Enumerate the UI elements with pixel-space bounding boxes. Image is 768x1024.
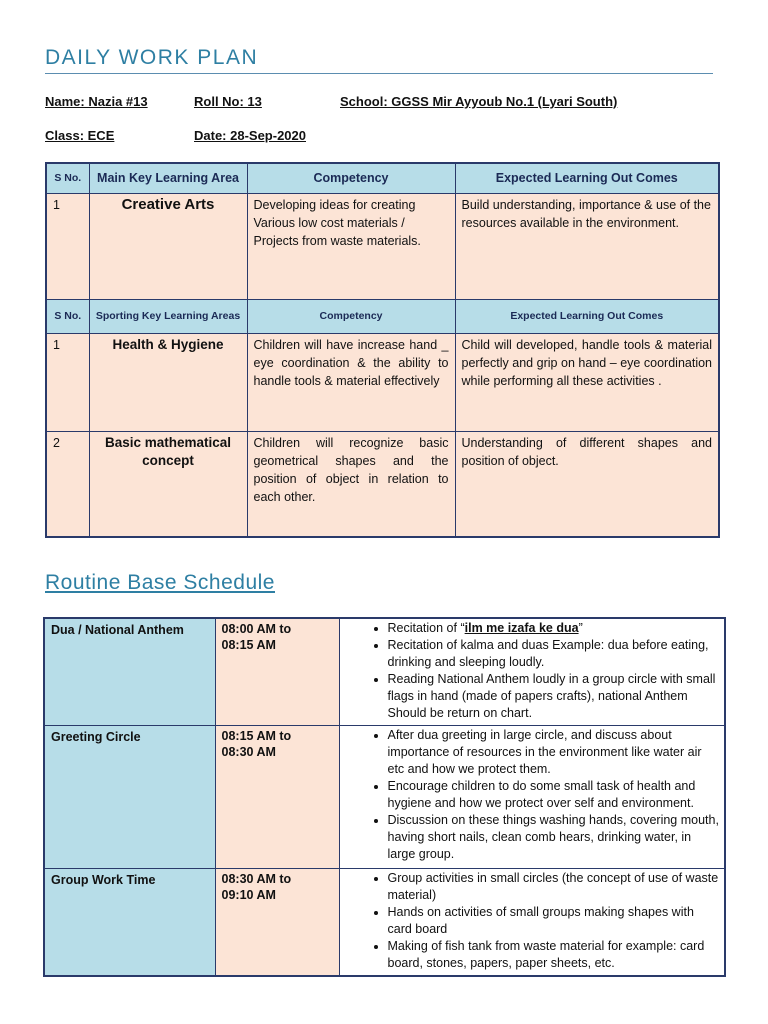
- row-area: Creative Arts: [89, 193, 247, 299]
- row-outcome: Child will developed, handle tools & material perfectly and grip on hand – eye coordination while performing all these activities .: [455, 333, 719, 431]
- routine-details: [339, 868, 725, 976]
- bullet-list: [340, 727, 721, 863]
- plan-subheader-row: [46, 299, 719, 333]
- class-name: Class: ECE: [45, 128, 115, 143]
- header-main-area: Main Key Learning Area: [89, 163, 247, 193]
- list-item: • Recitation of kalma and duas Example: dua before eating, drinking and sleeping loudly.: [388, 637, 721, 671]
- time-start: 08:00 AM to: [221, 622, 292, 636]
- table-row: [44, 725, 725, 868]
- header-competency: Competency: [247, 163, 455, 193]
- routine-details: [339, 725, 725, 868]
- row-competency: Developing ideas for creating Various low cost materials / Projects from waste materials.: [247, 193, 455, 299]
- table-row: [46, 431, 719, 537]
- routine-details: [339, 618, 725, 725]
- time-end: 08:15 AM: [221, 638, 276, 652]
- row-competency: Children will have increase hand _ eye coordination & the ability to handle tools & material effectively: [247, 333, 455, 431]
- table-row: [44, 868, 725, 976]
- list-item: • Discussion on these things washing hands, covering mouth, having short nails, clean comb hears, drinking water, in large group.: [388, 812, 721, 863]
- subheader-outcomes: Expected Learning Out Comes: [455, 299, 719, 333]
- list-item: • Making of fish tank from waste material for example: card board, stones, papers, paper sheets, etc.: [388, 938, 721, 972]
- time-end: 08:30 AM: [221, 744, 276, 759]
- routine-time: [215, 868, 339, 976]
- row-outcome: Understanding of different shapes and position of object.: [455, 431, 719, 537]
- table-row: [44, 618, 725, 725]
- row-sno: 1: [46, 333, 89, 431]
- roll-number: Roll No: 13: [194, 94, 262, 109]
- time-start: 08:30 AM to: [221, 871, 292, 886]
- plan-header-row: [46, 163, 719, 193]
- routine-activity: Group Work Time: [44, 868, 215, 976]
- title-divider: [45, 73, 713, 74]
- table-row: [46, 193, 719, 299]
- header-outcomes: Expected Learning Out Comes: [455, 163, 719, 193]
- list-item: • After dua greeting in large circle, and discuss about importance of resources in the environment like water air etc and how we protect them.: [388, 727, 721, 778]
- routine-activity: Greeting Circle: [44, 725, 215, 868]
- list-item: • Reading National Anthem loudly in a group circle with small flags in hand (made of papers crafts), national Anthem Should be return on chart.: [388, 671, 721, 722]
- routine-section-title: Routine Base Schedule: [45, 571, 275, 594]
- school-name: School: GGSS Mir Ayyoub No.1 (Lyari South): [340, 94, 618, 109]
- subheader-area: Sporting Key Learning Areas: [89, 299, 247, 333]
- teacher-name: Name: Nazia #13: [45, 94, 148, 109]
- bullet-list: [340, 870, 721, 972]
- row-sno: 1: [46, 193, 89, 299]
- list-item: • Hands on activities of small groups making shapes with card board: [388, 904, 721, 938]
- time-end: 09:10 AM: [221, 887, 276, 902]
- row-area: Health & Hygiene: [89, 333, 247, 431]
- subheader-competency: Competency: [247, 299, 455, 333]
- list-item: • Encourage children to do some small task of health and hygiene and how we protect over self and environment.: [388, 778, 721, 812]
- routine-schedule-table: [43, 617, 726, 977]
- document-title: DAILY WORK PLAN: [45, 46, 259, 69]
- list-item: • Group activities in small circles (the concept of use of waste material): [388, 870, 721, 904]
- list-item: • Recitation of “ilm me izafa ke dua”: [388, 620, 721, 637]
- routine-activity: Dua / National Anthem: [44, 618, 215, 725]
- subheader-sno: S No.: [46, 299, 89, 333]
- routine-time: [215, 725, 339, 868]
- routine-time: [215, 618, 339, 725]
- learning-plan-table: [45, 162, 720, 538]
- row-area: Basic mathematical concept: [89, 431, 247, 537]
- row-competency: Children will recognize basic geometrical shapes and the position of object in relation to each other.: [247, 431, 455, 537]
- table-row: [46, 333, 719, 431]
- emphasized-text: ilm me izafa ke dua: [464, 621, 579, 635]
- row-outcome: Build understanding, importance & use of the resources available in the environment.: [455, 193, 719, 299]
- header-sno: S No.: [46, 163, 89, 193]
- row-sno: 2: [46, 431, 89, 537]
- bullet-list: [340, 620, 721, 722]
- time-start: 08:15 AM to: [221, 728, 292, 743]
- plan-date: Date: 28-Sep-2020: [194, 128, 306, 143]
